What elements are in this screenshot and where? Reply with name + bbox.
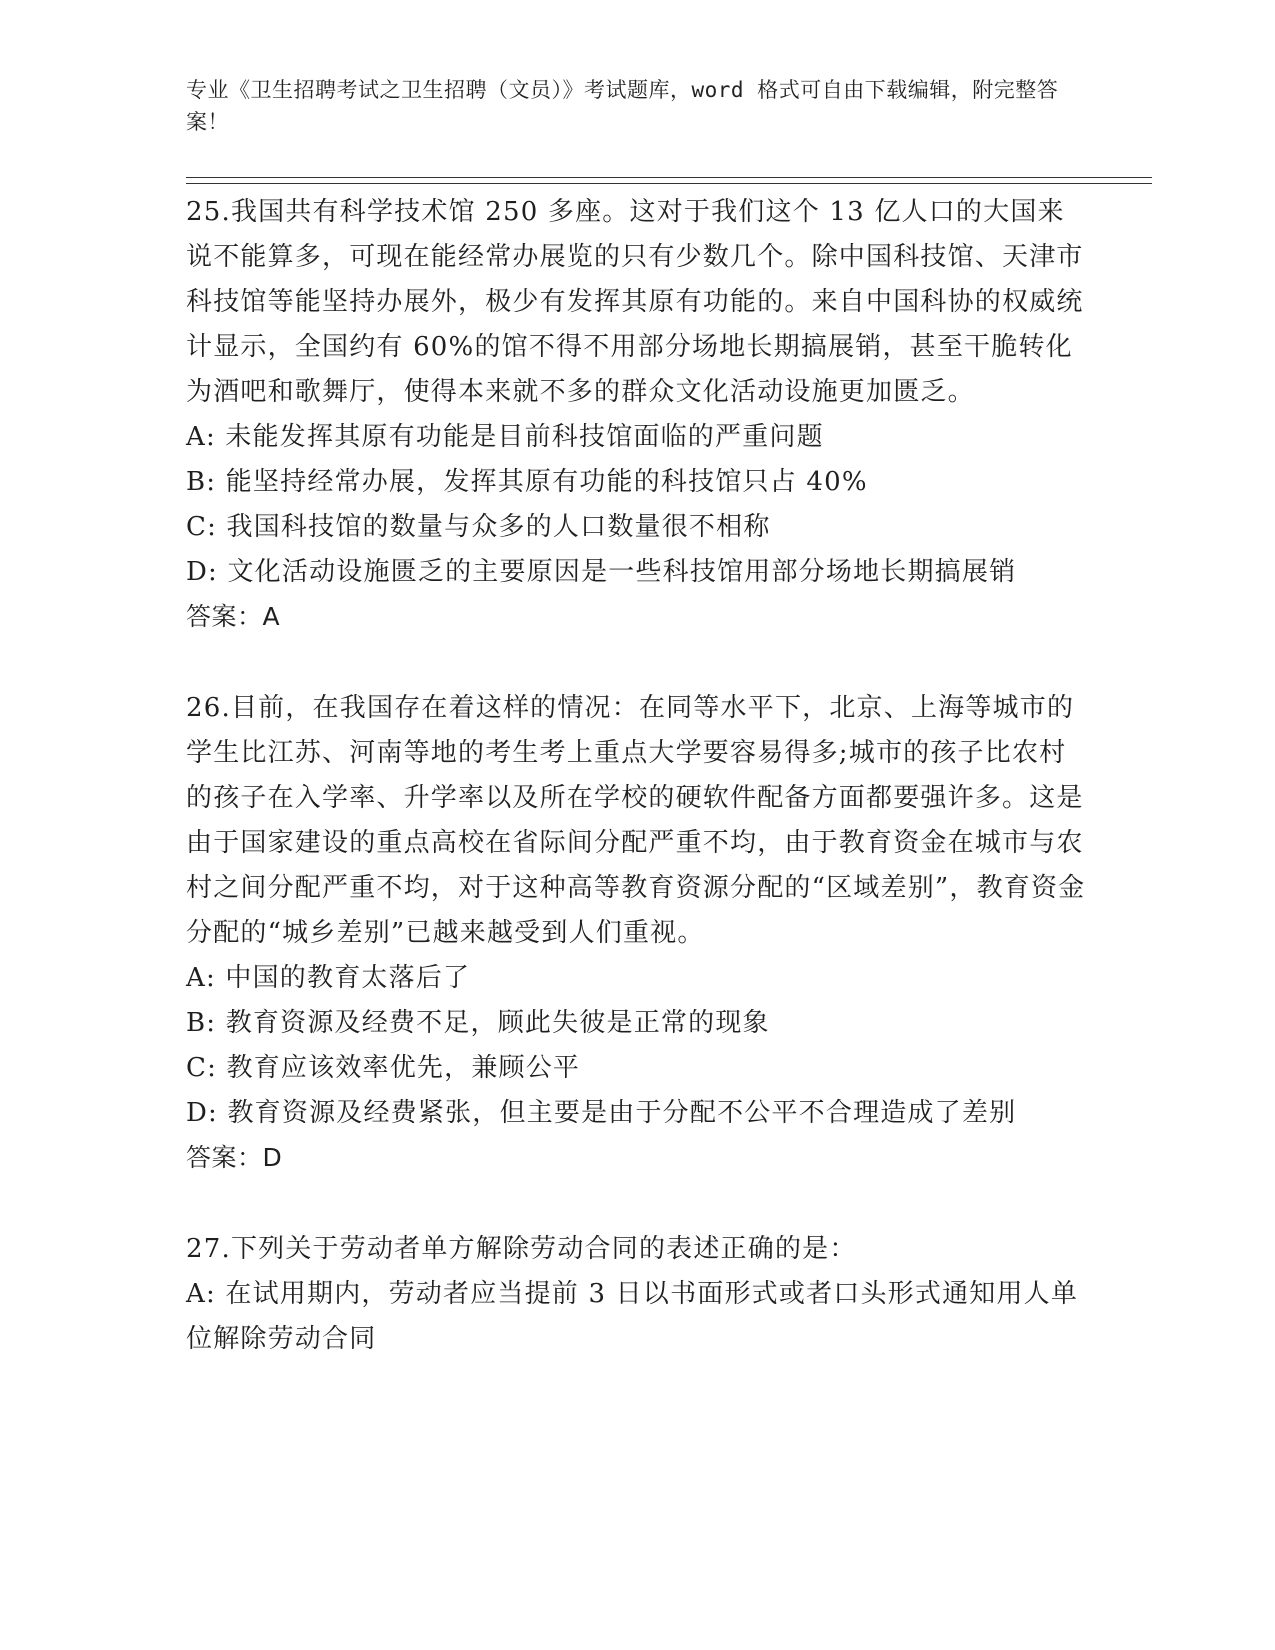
option-c: C: 教育应该效率优先，兼顾公平 xyxy=(186,1053,581,1083)
option-a: A: 未能发挥其原有功能是目前科技馆面临的严重问题 xyxy=(186,422,824,452)
question-25 xyxy=(186,190,1086,639)
question-27 xyxy=(186,1227,1086,1362)
header-rule-bottom xyxy=(186,183,1152,184)
header-rule-top xyxy=(186,177,1152,178)
option-b: B: 能坚持经常办展，发挥其原有功能的科技馆只占 40% xyxy=(186,467,868,497)
option-d: D: 文化活动设施匮乏的主要原因是一些科技馆用部分场地长期搞展销 xyxy=(186,557,1017,587)
option-d: D: 教育资源及经费紧张，但主要是由于分配不公平不合理造成了差别 xyxy=(186,1098,1017,1128)
spacer xyxy=(186,639,1086,686)
option-c: C: 我国科技馆的数量与众多的人口数量很不相称 xyxy=(186,512,771,542)
spacer xyxy=(186,1180,1086,1227)
page-header xyxy=(186,74,1076,138)
question-stem: 26.目前，在我国存在着这样的情况：在同等水平下，北京、上海等城市的学生比江苏、河南等地的考生考上重点大学要容易得多;城市的孩子比农村的孩子在入学率、升学率以及所在学校的硬软件配备方面都要强许多。这是由于国家建设的重点高校在省际间分配严重不均，由于教育资金在城市与农村之间分配严重不均，对于这种高等教育资源分配的“区域差别”，教育资金分配的“城乡差别”已越来越受到人们重视。 xyxy=(186,693,1086,948)
option-a: A: 中国的教育太落后了 xyxy=(186,963,471,993)
question-stem: 27.下列关于劳动者单方解除劳动合同的表述正确的是： xyxy=(186,1234,857,1264)
header-text: 专业《卫生招聘考试之卫生招聘（文员）》考试题库，word 格式可自由下载编辑，附完整答案！ xyxy=(186,78,1059,134)
question-26 xyxy=(186,686,1086,1180)
option-b: B: 教育资源及经费不足，顾此失彼是正常的现象 xyxy=(186,1008,770,1038)
question-stem: 25.我国共有科学技术馆 250 多座。这对于我们这个 13 亿人口的大国来说不能算多，可现在能经常办展览的只有少数几个。除中国科技馆、天津市科技馆等能坚持办展外，极少有发挥其原有功能的。来自中国科协的权威统计显示，全国约有 60%的馆不得不用部分场地长期搞展销，甚至干脆转化为酒吧和歌舞厅，使得本来就不多的群众文化活动设施更加匮乏。 xyxy=(186,197,1084,407)
option-a: A: 在试用期内，劳动者应当提前 3 日以书面形式或者口头形式通知用人单位解除劳动合同 xyxy=(186,1279,1079,1354)
question-list xyxy=(186,190,1086,1362)
answer: 答案：D xyxy=(186,1143,283,1172)
answer: 答案：A xyxy=(186,602,281,631)
